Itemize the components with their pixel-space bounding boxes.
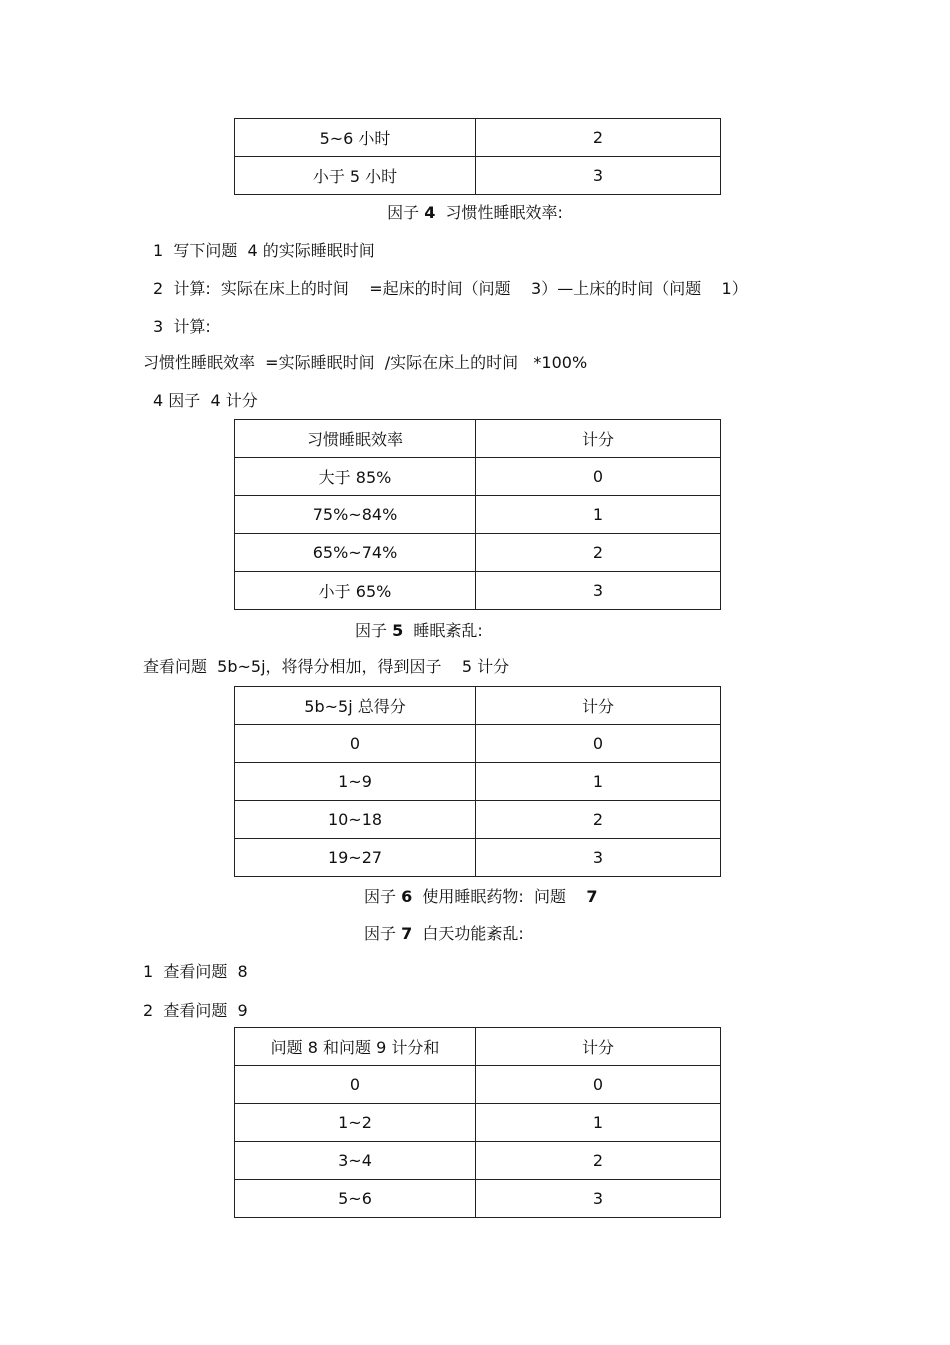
table-cell-score: 0 xyxy=(476,1066,721,1104)
factor4-title-number: 4 xyxy=(424,203,436,222)
table-cell-score: 0 xyxy=(476,725,721,763)
factor4-step1: 1 写下问题 4 的实际睡眠时间 xyxy=(153,241,375,260)
table-cell-range: 1~2 xyxy=(235,1104,476,1142)
table-row xyxy=(235,1066,721,1104)
table-cell-score: 0 xyxy=(476,458,721,496)
table-cell-range: 1~9 xyxy=(235,763,476,801)
factor7-score-table xyxy=(234,1027,721,1218)
table-row xyxy=(235,1104,721,1142)
table-cell-range: 大于 85% xyxy=(235,458,476,496)
factor6-title xyxy=(364,887,597,907)
table-row xyxy=(235,801,721,839)
factor4-formula: 习惯性睡眠效率 =实际睡眠时间 /实际在床上的时间 *100% xyxy=(143,353,588,372)
table-cell-range: 65%~74% xyxy=(235,534,476,572)
factor7-title-number: 7 xyxy=(401,924,413,943)
table-header-row xyxy=(235,687,721,725)
table-row xyxy=(235,496,721,534)
table-header-cell: 习惯睡眠效率 xyxy=(235,420,476,458)
factor4-title-prefix: 因子 xyxy=(387,203,425,222)
factor6-title-prefix: 因子 xyxy=(364,887,402,906)
table-row xyxy=(235,725,721,763)
factor6-title-number: 6 xyxy=(401,887,413,906)
table-row xyxy=(235,1180,721,1218)
table-cell-range: 0 xyxy=(235,1066,476,1104)
table-cell-range: 0 xyxy=(235,725,476,763)
table-row xyxy=(235,572,721,610)
factor5-title-number: 5 xyxy=(392,621,404,640)
table-cell-range: 19~27 xyxy=(235,839,476,877)
table-cell-score: 2 xyxy=(476,119,721,157)
factor7-title xyxy=(364,924,524,944)
table-header-cell: 问题 8 和问题 9 计分和 xyxy=(235,1028,476,1066)
table-row xyxy=(235,157,721,195)
table-cell-range: 75%~84% xyxy=(235,496,476,534)
factor4-step3: 3 计算: xyxy=(153,317,211,336)
factor5-title-prefix: 因子 xyxy=(355,621,393,640)
sleep-duration-table-tail xyxy=(234,118,721,195)
factor6-question-number: 7 xyxy=(586,887,598,906)
factor5-title-text: 睡眠紊乱: xyxy=(403,621,483,640)
table-row xyxy=(235,119,721,157)
factor4-step2: 2 计算: 实际在床上的时间 =起床的时间（问题 3）—上床的时间（问题 1） xyxy=(153,279,748,298)
table-cell-range: 5~6 小时 xyxy=(235,119,476,157)
factor4-score-table xyxy=(234,419,721,610)
table-row xyxy=(235,839,721,877)
factor4-title xyxy=(0,203,950,223)
table-cell-range: 3~4 xyxy=(235,1142,476,1180)
table-cell-range: 小于 65% xyxy=(235,572,476,610)
factor7-title-prefix: 因子 xyxy=(364,924,402,943)
table-header-cell: 计分 xyxy=(476,1028,721,1066)
table-cell-score: 1 xyxy=(476,496,721,534)
table-cell-score: 1 xyxy=(476,763,721,801)
table-row xyxy=(235,534,721,572)
table-row xyxy=(235,458,721,496)
table-cell-range: 10~18 xyxy=(235,801,476,839)
table-header-cell: 计分 xyxy=(476,687,721,725)
table-header-row xyxy=(235,420,721,458)
factor5-score-table xyxy=(234,686,721,877)
table-cell-score: 3 xyxy=(476,1180,721,1218)
factor4-step4: 4 因子 4 计分 xyxy=(153,391,258,410)
table-cell-score: 3 xyxy=(476,572,721,610)
table-cell-range: 小于 5 小时 xyxy=(235,157,476,195)
table-row xyxy=(235,763,721,801)
factor5-instruction: 查看问题 5b~5j，将得分相加，得到因子 5 计分 xyxy=(143,657,510,676)
table-cell-score: 3 xyxy=(476,839,721,877)
table-cell-score: 3 xyxy=(476,157,721,195)
table-header-cell: 计分 xyxy=(476,420,721,458)
factor4-title-text: 习惯性睡眠效率: xyxy=(435,203,563,222)
table-cell-range: 5~6 xyxy=(235,1180,476,1218)
factor7-step1: 1 查看问题 8 xyxy=(143,962,248,981)
table-header-cell: 5b~5j 总得分 xyxy=(235,687,476,725)
table-row xyxy=(235,1142,721,1180)
table-cell-score: 2 xyxy=(476,534,721,572)
factor7-step2: 2 查看问题 9 xyxy=(143,1001,248,1020)
table-cell-score: 2 xyxy=(476,1142,721,1180)
factor7-title-text: 白天功能紊乱: xyxy=(412,924,524,943)
table-cell-score: 2 xyxy=(476,801,721,839)
factor6-title-text: 使用睡眠药物: 问题 xyxy=(412,887,587,906)
factor5-title xyxy=(355,621,483,641)
table-header-row xyxy=(235,1028,721,1066)
table-cell-score: 1 xyxy=(476,1104,721,1142)
